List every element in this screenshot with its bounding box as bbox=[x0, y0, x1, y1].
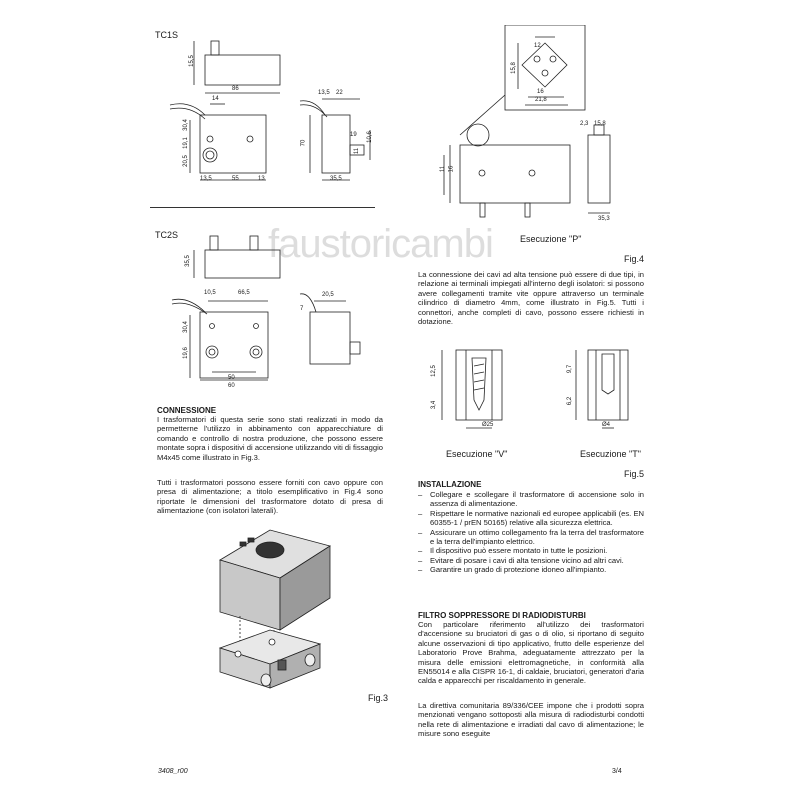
dim-tc2s-s205: 20,5 bbox=[322, 292, 334, 298]
filtro-paragraph-2: La direttiva comunitaria 89/336/CEE impone che i prodotti sopra menzionati vengano sottoposti alla misura di radiodisturbi condotti nella rete di alimentazione e irradiati dal cavo di alimentazione; le misure sono eseguite bbox=[418, 701, 644, 739]
dim-fig4-d12: 12 bbox=[534, 43, 541, 49]
dim-tc1s-s19: 19 bbox=[350, 132, 357, 138]
connessione-paragraph-2: Tutti i trasformatori possono essere forniti con cavo oppure con presa di alimentazione; a titolo esemplificativo in Fig.4 sono riportate le dimensioni del trasformatore dotato di presa di alimentazione (con isolatori laterali). bbox=[157, 478, 383, 516]
list-item: – Evitare di posare i cavi di alta tensione vicino ad altri cavi. bbox=[418, 556, 644, 565]
dim-fig4-s158: 15,8 bbox=[594, 121, 606, 127]
installazione-list bbox=[418, 490, 644, 575]
dim-fig5-t97: 9,7 bbox=[567, 364, 574, 374]
dim-fig5-v125: 12,5 bbox=[430, 365, 437, 377]
dim-fig5-v25: Ø25 bbox=[482, 422, 494, 428]
dim-tc2s-b50: 50 bbox=[228, 375, 235, 381]
list-item: – Collegare e scollegare il trasformatore di accensione solo in assenza di alimentazione. bbox=[418, 490, 644, 509]
dim-tc1s-t135: 13,5 bbox=[318, 90, 330, 96]
list-item: – Il dispositivo può essere montato in tutte le posizioni. bbox=[418, 546, 644, 555]
dim-fig4-d21: 21,8 bbox=[535, 97, 547, 103]
dim-tc2s-b60: 60 bbox=[228, 383, 235, 389]
footer-code: 3408_r00 bbox=[158, 768, 188, 775]
tc2s-title: TC2S bbox=[155, 230, 179, 240]
dim-fig5-t62: 6,2 bbox=[567, 396, 574, 406]
dim-tc1s-b135: 13,5 bbox=[200, 176, 212, 182]
dim-tc1s-b55: 55 bbox=[232, 176, 239, 182]
dim-tc1s-l191: 19,1 bbox=[182, 137, 189, 149]
fig3-label: Fig.3 bbox=[368, 693, 389, 703]
section-divider bbox=[150, 207, 375, 208]
dim-fig4-s353: 35,3 bbox=[598, 216, 610, 222]
fig5-label: Fig.5 bbox=[624, 469, 645, 479]
dim-tc1s-l205: 20,5 bbox=[182, 155, 189, 167]
filtro-title: FILTRO SOPPRESSORE DI RADIODISTURBI bbox=[418, 611, 586, 620]
fig5-drawing bbox=[420, 340, 650, 440]
list-item: – Assicurare un ottimo collegamento fra la terra del trasformatore e la terra dell'impianto elettrico. bbox=[418, 528, 644, 547]
dim-fig4-d16: 16 bbox=[537, 89, 544, 95]
dim-tc1s-w-top: 86 bbox=[232, 86, 239, 92]
fig4-paragraph: La connessione dei cavi ad alta tensione può essere di due tipi, in relazione ai terminali impiegati all'interno degli isolatori: si possono avere collegamenti tramite vite oppure attraverso un terminale cilindrico di diametro 4mm, come illustrato in Fig.5. Tutti i connettori, anche completi di cavo, possono essere richiesti in dotazione. bbox=[418, 270, 644, 327]
tc1s-title: TC1S bbox=[155, 30, 179, 40]
dim-fig5-t4: Ø4 bbox=[602, 422, 611, 428]
dim-fig4-h1: 11 bbox=[440, 165, 447, 173]
installazione-title: INSTALLAZIONE bbox=[418, 480, 482, 489]
dim-tc1s-s106: 10,6 bbox=[366, 131, 373, 143]
footer-page: 3/4 bbox=[612, 768, 622, 775]
dim-fig4-h2: 16 bbox=[448, 165, 455, 173]
dim-fig5-v34: 3,4 bbox=[431, 400, 438, 410]
dim-fig4-d15: 15,8 bbox=[510, 62, 517, 74]
dim-tc1s-t22: 22 bbox=[336, 90, 343, 96]
dim-tc1s-s355: 35,5 bbox=[330, 176, 342, 182]
fig4-caption: Esecuzione "P" bbox=[520, 234, 582, 244]
dim-tc1s-s11: 11 bbox=[354, 147, 361, 155]
connessione-title: CONNESSIONE bbox=[157, 406, 217, 415]
watermark-text: faustoricambi bbox=[268, 222, 493, 266]
dim-tc2s-t105: 10,5 bbox=[204, 290, 216, 296]
fig5-caption-v: Esecuzione "V" bbox=[446, 449, 508, 459]
dim-tc2s-h355: 35,5 bbox=[184, 255, 191, 267]
dim-tc1s-b13: 13 bbox=[258, 176, 265, 182]
fig3-drawing bbox=[210, 520, 350, 710]
dim-tc2s-s7: 7 bbox=[300, 306, 304, 312]
tc2s-drawing bbox=[150, 230, 370, 400]
list-item: – Garantire un grado di protezione idoneo all'impianto. bbox=[418, 565, 644, 574]
fig5-caption-t: Esecuzione "T" bbox=[580, 449, 641, 459]
dim-tc2s-t665: 66,5 bbox=[238, 290, 250, 296]
dim-tc1s-l304: 30,4 bbox=[182, 119, 189, 131]
filtro-paragraph-1: Con particolare riferimento all'utilizzo dei trasformatori d'accensione su bruciatori di gas o di olio, si riportano di seguito alcune osservazioni di tipo applicativo, frutto delle esperienze del Laboratorio Prove Brahma, adeguatamente attrezzato per la misura delle emissioni elettromagnetiche, in conformità alla EN55014 e alla CISPR 16-1, di caldaie, bruciatori, generatori d'aria calda e apparecchi per riscaldamento in generale. bbox=[418, 620, 644, 686]
tc1s-drawing bbox=[150, 35, 400, 195]
dim-tc1s-t14: 14 bbox=[212, 96, 219, 102]
dim-tc1s-h-top: 15,5 bbox=[188, 55, 195, 67]
list-item: – Rispettare le normative nazionali ed europee applicabili (es. EN 60355-1 / prEN 50165) relative alla sicurezza elettrica. bbox=[418, 509, 644, 528]
dim-tc2s-l304: 30,4 bbox=[182, 321, 189, 333]
dim-tc1s-s70: 70 bbox=[300, 139, 307, 147]
dim-tc2s-l196: 19,6 bbox=[182, 347, 189, 359]
dim-fig4-s23: 2,3 bbox=[580, 121, 589, 127]
fig4-drawing bbox=[440, 25, 640, 235]
fig4-label: Fig.4 bbox=[624, 254, 645, 264]
connessione-paragraph-1: I trasformatori di questa serie sono stati realizzati in modo da permetterne l'utilizzo in abbinamento con apparecchiature di comando e controllo di nostra produzione, che possono essere montate sopra i dispositivi di accensione utilizzando viti di fissaggio M4x45 come illustrato in Fig.3. bbox=[157, 415, 383, 462]
